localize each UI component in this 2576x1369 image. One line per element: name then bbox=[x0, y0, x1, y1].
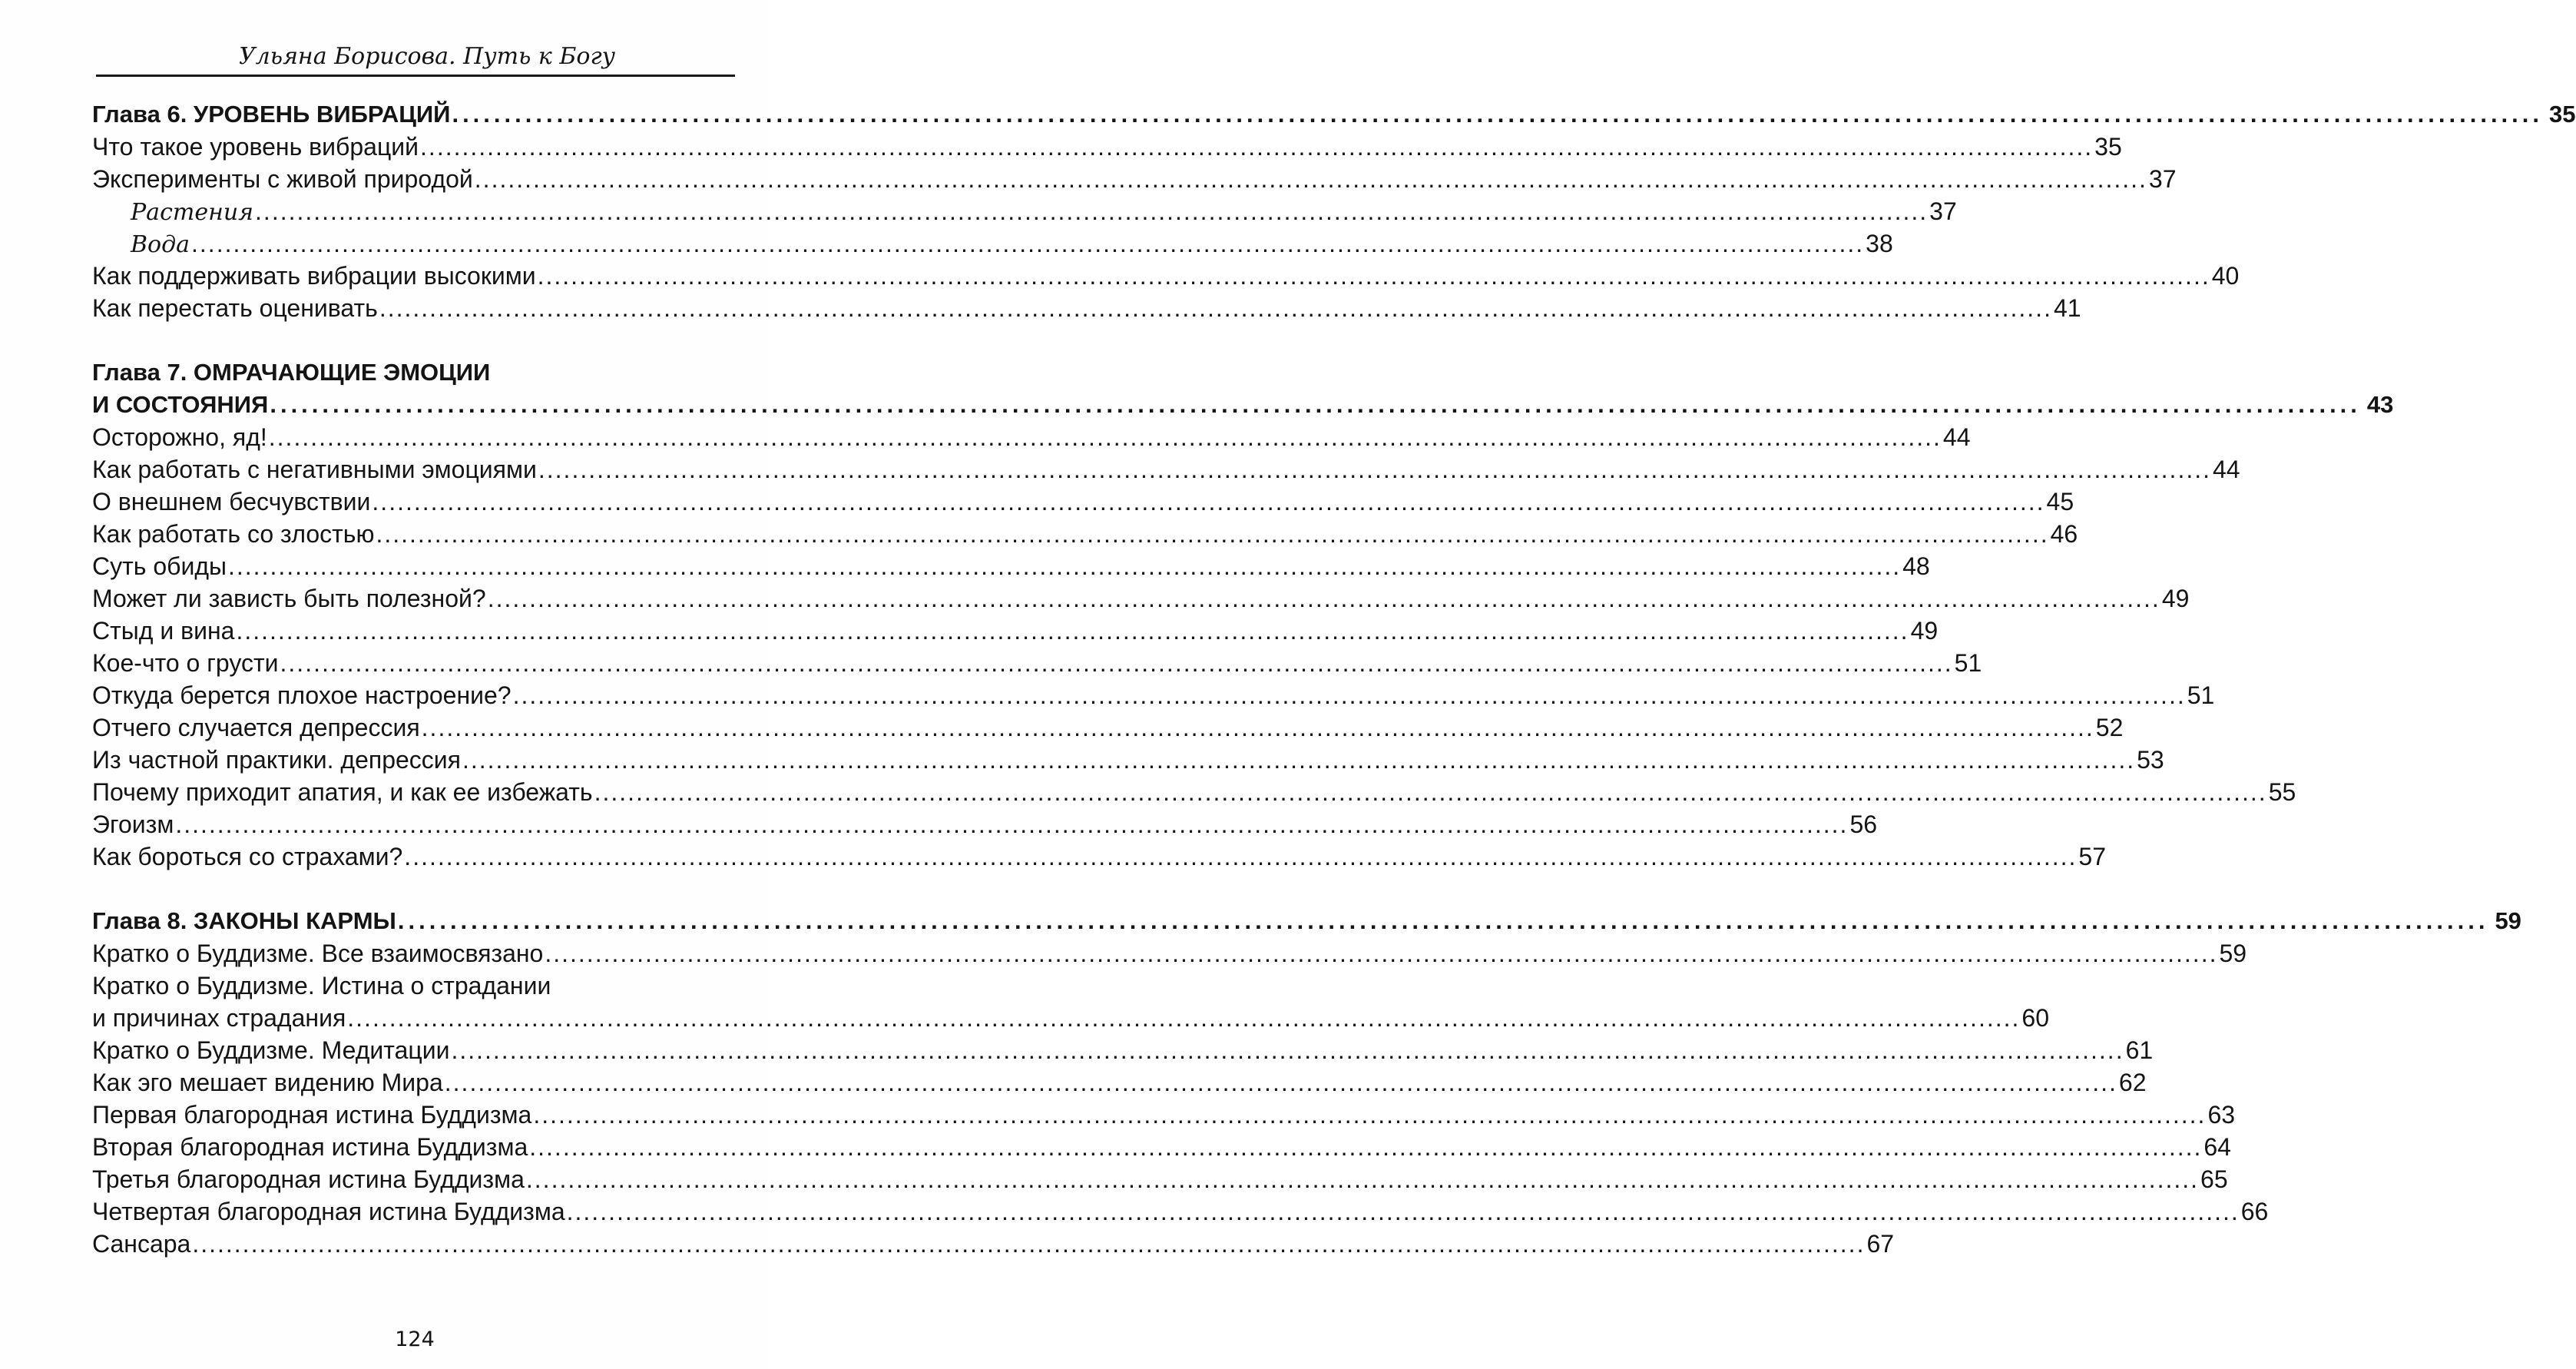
entry-title: Может ли зависть быть полезной? bbox=[92, 585, 486, 612]
entry-title: Эгоизм bbox=[92, 810, 174, 838]
toc-entry[interactable] bbox=[92, 808, 1878, 840]
chapter-heading[interactable] bbox=[92, 98, 2576, 131]
entry-page-number: 52 bbox=[2095, 714, 2124, 741]
toc-entry[interactable] bbox=[92, 937, 2247, 970]
entry-page-number: 45 bbox=[2046, 488, 2074, 515]
dot-leader: ........................................................................................................................................................................................................ bbox=[191, 230, 1865, 257]
dot-leader: ........................................................................................................................................................................................................ bbox=[376, 520, 2049, 548]
entry-title: Отчего случается депрессия bbox=[92, 714, 420, 741]
entry-page-number: 38 bbox=[1866, 230, 1893, 257]
chapter-title: И СОСТОЯНИЯ bbox=[92, 391, 269, 418]
dot-leader: ........................................................................................................................................................................................................ bbox=[404, 843, 2078, 870]
entry-title: Откуда берется плохое настроение? bbox=[92, 681, 512, 709]
entry-title: Растения bbox=[131, 199, 254, 226]
entry-title: Кратко о Буддизме. Медитации bbox=[92, 1036, 450, 1064]
entry-page-number: 37 bbox=[2148, 165, 2177, 193]
toc-subentry[interactable] bbox=[92, 195, 1957, 227]
toc-entry[interactable] bbox=[92, 131, 2122, 163]
entry-title: Суть обиды bbox=[92, 552, 227, 580]
entry-page-number: 37 bbox=[1929, 197, 1957, 225]
entry-page-number: 51 bbox=[1954, 649, 1982, 677]
toc-entry[interactable] bbox=[92, 1131, 2231, 1163]
dot-leader: ........................................................................................................................................................................................................ bbox=[529, 1133, 2203, 1161]
dot-leader: ........................................................................................................................................................................................................ bbox=[236, 617, 1909, 645]
page-number: 124 bbox=[395, 1328, 435, 1351]
dot-leader: ........................................................................................................................................................................................................ bbox=[537, 262, 2210, 290]
chapter-page-number: 59 bbox=[2495, 907, 2521, 934]
dot-leader: ........................................................................................................................................................................................................ bbox=[462, 746, 2136, 774]
toc-entry[interactable] bbox=[92, 260, 2240, 292]
entry-page-number: 56 bbox=[1849, 810, 1878, 838]
chapter-title: Глава 8. ЗАКОНЫ КАРМЫ bbox=[92, 907, 396, 934]
chapter-block bbox=[92, 905, 2521, 1260]
dot-leader: ........................................................................................................................................................................................................ bbox=[175, 810, 1849, 838]
toc-entry[interactable] bbox=[92, 421, 1971, 453]
entry-page-number: 67 bbox=[1866, 1230, 1895, 1258]
entry-page-number: 40 bbox=[2211, 262, 2240, 290]
dot-leader: ........................................................................................................................................................................................................ bbox=[228, 552, 1902, 580]
toc-entry[interactable] bbox=[92, 1228, 1895, 1260]
entry-page-number: 48 bbox=[1902, 552, 1930, 580]
dot-leader: ........................................................................................................................................................................................................ bbox=[452, 101, 2544, 128]
entry-page-number: 60 bbox=[2021, 1004, 2049, 1032]
entry-page-number: 35 bbox=[2094, 133, 2122, 161]
entry-page-number: 46 bbox=[2050, 520, 2078, 548]
entry-page-number: 62 bbox=[2118, 1069, 2147, 1096]
entry-page-number: 44 bbox=[1942, 423, 1971, 451]
dot-leader: ........................................................................................................................................................................................................ bbox=[566, 1198, 2240, 1225]
entry-title: Первая благородная истина Буддизма bbox=[92, 1101, 532, 1129]
table-of-contents bbox=[92, 98, 2576, 1260]
dot-leader: ........................................................................................................................................................................................................ bbox=[397, 907, 2489, 934]
chapter-page-number: 43 bbox=[2366, 391, 2394, 418]
entry-page-number: 44 bbox=[2213, 456, 2240, 483]
toc-entry[interactable] bbox=[92, 486, 2074, 518]
toc-entry[interactable] bbox=[92, 292, 2081, 324]
toc-entry[interactable] bbox=[92, 744, 2164, 776]
dot-leader: ........................................................................................................................................................................................................ bbox=[525, 1165, 2200, 1193]
entry-title: Как работать со злостью bbox=[92, 520, 375, 548]
dot-leader: ........................................................................................................................................................................................................ bbox=[451, 1036, 2124, 1064]
toc-entry[interactable] bbox=[92, 840, 2107, 873]
entry-title: Как эго мешает видению Мира bbox=[92, 1069, 443, 1096]
dot-leader: ........................................................................................................................................................................................................ bbox=[545, 940, 2218, 967]
dot-leader: ........................................................................................................................................................................................................ bbox=[192, 1230, 1866, 1258]
dot-leader: ........................................................................................................................................................................................................ bbox=[421, 714, 2094, 741]
entry-page-number: 57 bbox=[2078, 843, 2107, 870]
toc-entry[interactable] bbox=[92, 711, 2124, 744]
entry-page-number: 53 bbox=[2137, 746, 2164, 774]
chapter-block bbox=[92, 356, 2394, 873]
entry-title: Осторожно, яд! bbox=[92, 423, 267, 451]
entry-title: О внешнем бесчувствии bbox=[92, 488, 371, 515]
entry-title: Четвертая благородная истина Буддизма bbox=[92, 1198, 565, 1225]
toc-entry[interactable] bbox=[92, 679, 2215, 711]
toc-entry[interactable] bbox=[92, 615, 1939, 647]
dot-leader: ........................................................................................................................................................................................................ bbox=[379, 294, 2052, 322]
toc-subentry[interactable] bbox=[92, 227, 1893, 260]
dot-leader: ........................................................................................................................................................................................................ bbox=[594, 778, 2267, 806]
dot-leader: ........................................................................................................................................................................................................ bbox=[372, 488, 2045, 515]
entry-title: Как поддерживать вибрации высокими bbox=[92, 262, 536, 290]
entry-page-number: 41 bbox=[2053, 294, 2081, 322]
toc-entry[interactable] bbox=[92, 1002, 2049, 1034]
entry-title: Как бороться со страхами? bbox=[92, 843, 403, 870]
entry-title: Третья благородная истина Буддизма bbox=[92, 1165, 525, 1193]
toc-entry[interactable] bbox=[92, 550, 1930, 582]
toc-entry[interactable] bbox=[92, 1066, 2147, 1099]
toc-entry[interactable] bbox=[92, 453, 2240, 486]
toc-entry[interactable] bbox=[92, 163, 2177, 195]
entry-title: Как работать с негативными эмоциями bbox=[92, 456, 537, 483]
dot-leader: ........................................................................................................................................................................................................ bbox=[420, 133, 2094, 161]
entry-page-number: 55 bbox=[2268, 778, 2296, 806]
entry-title: Кое-что о грусти bbox=[92, 649, 279, 677]
toc-entry[interactable] bbox=[92, 776, 2296, 808]
dot-leader: ........................................................................................................................................................................................................ bbox=[270, 391, 2361, 418]
entry-title: Как перестать оценивать bbox=[92, 294, 378, 322]
dot-leader: ........................................................................................................................................................................................................ bbox=[255, 197, 1929, 225]
entry-page-number: 51 bbox=[2187, 681, 2215, 709]
chapter-heading[interactable] bbox=[92, 905, 2521, 937]
toc-entry[interactable] bbox=[92, 1195, 2269, 1228]
chapter-title: Глава 6. УРОВЕНЬ ВИБРАЦИЙ bbox=[92, 101, 451, 128]
chapter-block bbox=[92, 98, 2576, 324]
entry-page-number: 65 bbox=[2200, 1165, 2228, 1193]
entry-title: Почему приходит апатия, и как ее избежать bbox=[92, 778, 593, 806]
toc-entry[interactable] bbox=[92, 582, 2190, 615]
chapter-page-number: 35 bbox=[2549, 101, 2576, 128]
toc-entry[interactable] bbox=[92, 1034, 2154, 1066]
entry-page-number: 64 bbox=[2204, 1133, 2231, 1161]
toc-entry[interactable] bbox=[92, 518, 2078, 550]
entry-title: Кратко о Буддизме. Все взаимосвязано bbox=[92, 940, 544, 967]
running-head: Ульяна Борисова. Путь к Богу bbox=[96, 43, 735, 77]
dot-leader: ........................................................................................................................................................................................................ bbox=[444, 1069, 2117, 1096]
dot-leader: ........................................................................................................................................................................................................ bbox=[347, 1004, 2021, 1032]
toc-entry[interactable] bbox=[92, 1099, 2236, 1131]
toc-entry-line[interactable]: Кратко о Буддизме. Истина о страдании bbox=[92, 972, 551, 999]
toc-entry[interactable] bbox=[92, 1163, 2228, 1195]
entry-page-number: 63 bbox=[2207, 1101, 2236, 1129]
dot-leader: ........................................................................................................................................................................................................ bbox=[280, 649, 1953, 677]
entry-page-number: 49 bbox=[1910, 617, 1939, 645]
entry-page-number: 49 bbox=[2161, 585, 2190, 612]
entry-page-number: 59 bbox=[2219, 940, 2247, 967]
entry-page-number: 66 bbox=[2240, 1198, 2269, 1225]
dot-leader: ........................................................................................................................................................................................................ bbox=[533, 1101, 2207, 1129]
entry-title: Что такое уровень вибраций bbox=[92, 133, 419, 161]
dot-leader: ........................................................................................................................................................................................................ bbox=[474, 165, 2147, 193]
entry-title: Из частной практики. депрессия bbox=[92, 746, 461, 774]
entry-title: Эксперименты с живой природой bbox=[92, 165, 473, 193]
entry-page-number: 61 bbox=[2125, 1036, 2154, 1064]
dot-leader: ........................................................................................................................................................................................................ bbox=[268, 423, 1942, 451]
chapter-heading[interactable] bbox=[92, 389, 2394, 421]
chapter-heading-line: Глава 7. ОМРАЧАЮЩИЕ ЭМОЦИИ bbox=[92, 359, 491, 386]
dot-leader: ........................................................................................................................................................................................................ bbox=[538, 456, 2211, 483]
toc-entry[interactable] bbox=[92, 647, 1982, 679]
dot-leader: ........................................................................................................................................................................................................ bbox=[487, 585, 2160, 612]
entry-title: и причинах страдания bbox=[92, 1004, 346, 1032]
entry-title: Вода bbox=[131, 231, 190, 258]
entry-title: Вторая благородная истина Буддизма bbox=[92, 1133, 528, 1161]
entry-title: Стыд и вина bbox=[92, 617, 235, 645]
dot-leader: ........................................................................................................................................................................................................ bbox=[512, 681, 2186, 709]
entry-title: Сансара bbox=[92, 1230, 191, 1258]
